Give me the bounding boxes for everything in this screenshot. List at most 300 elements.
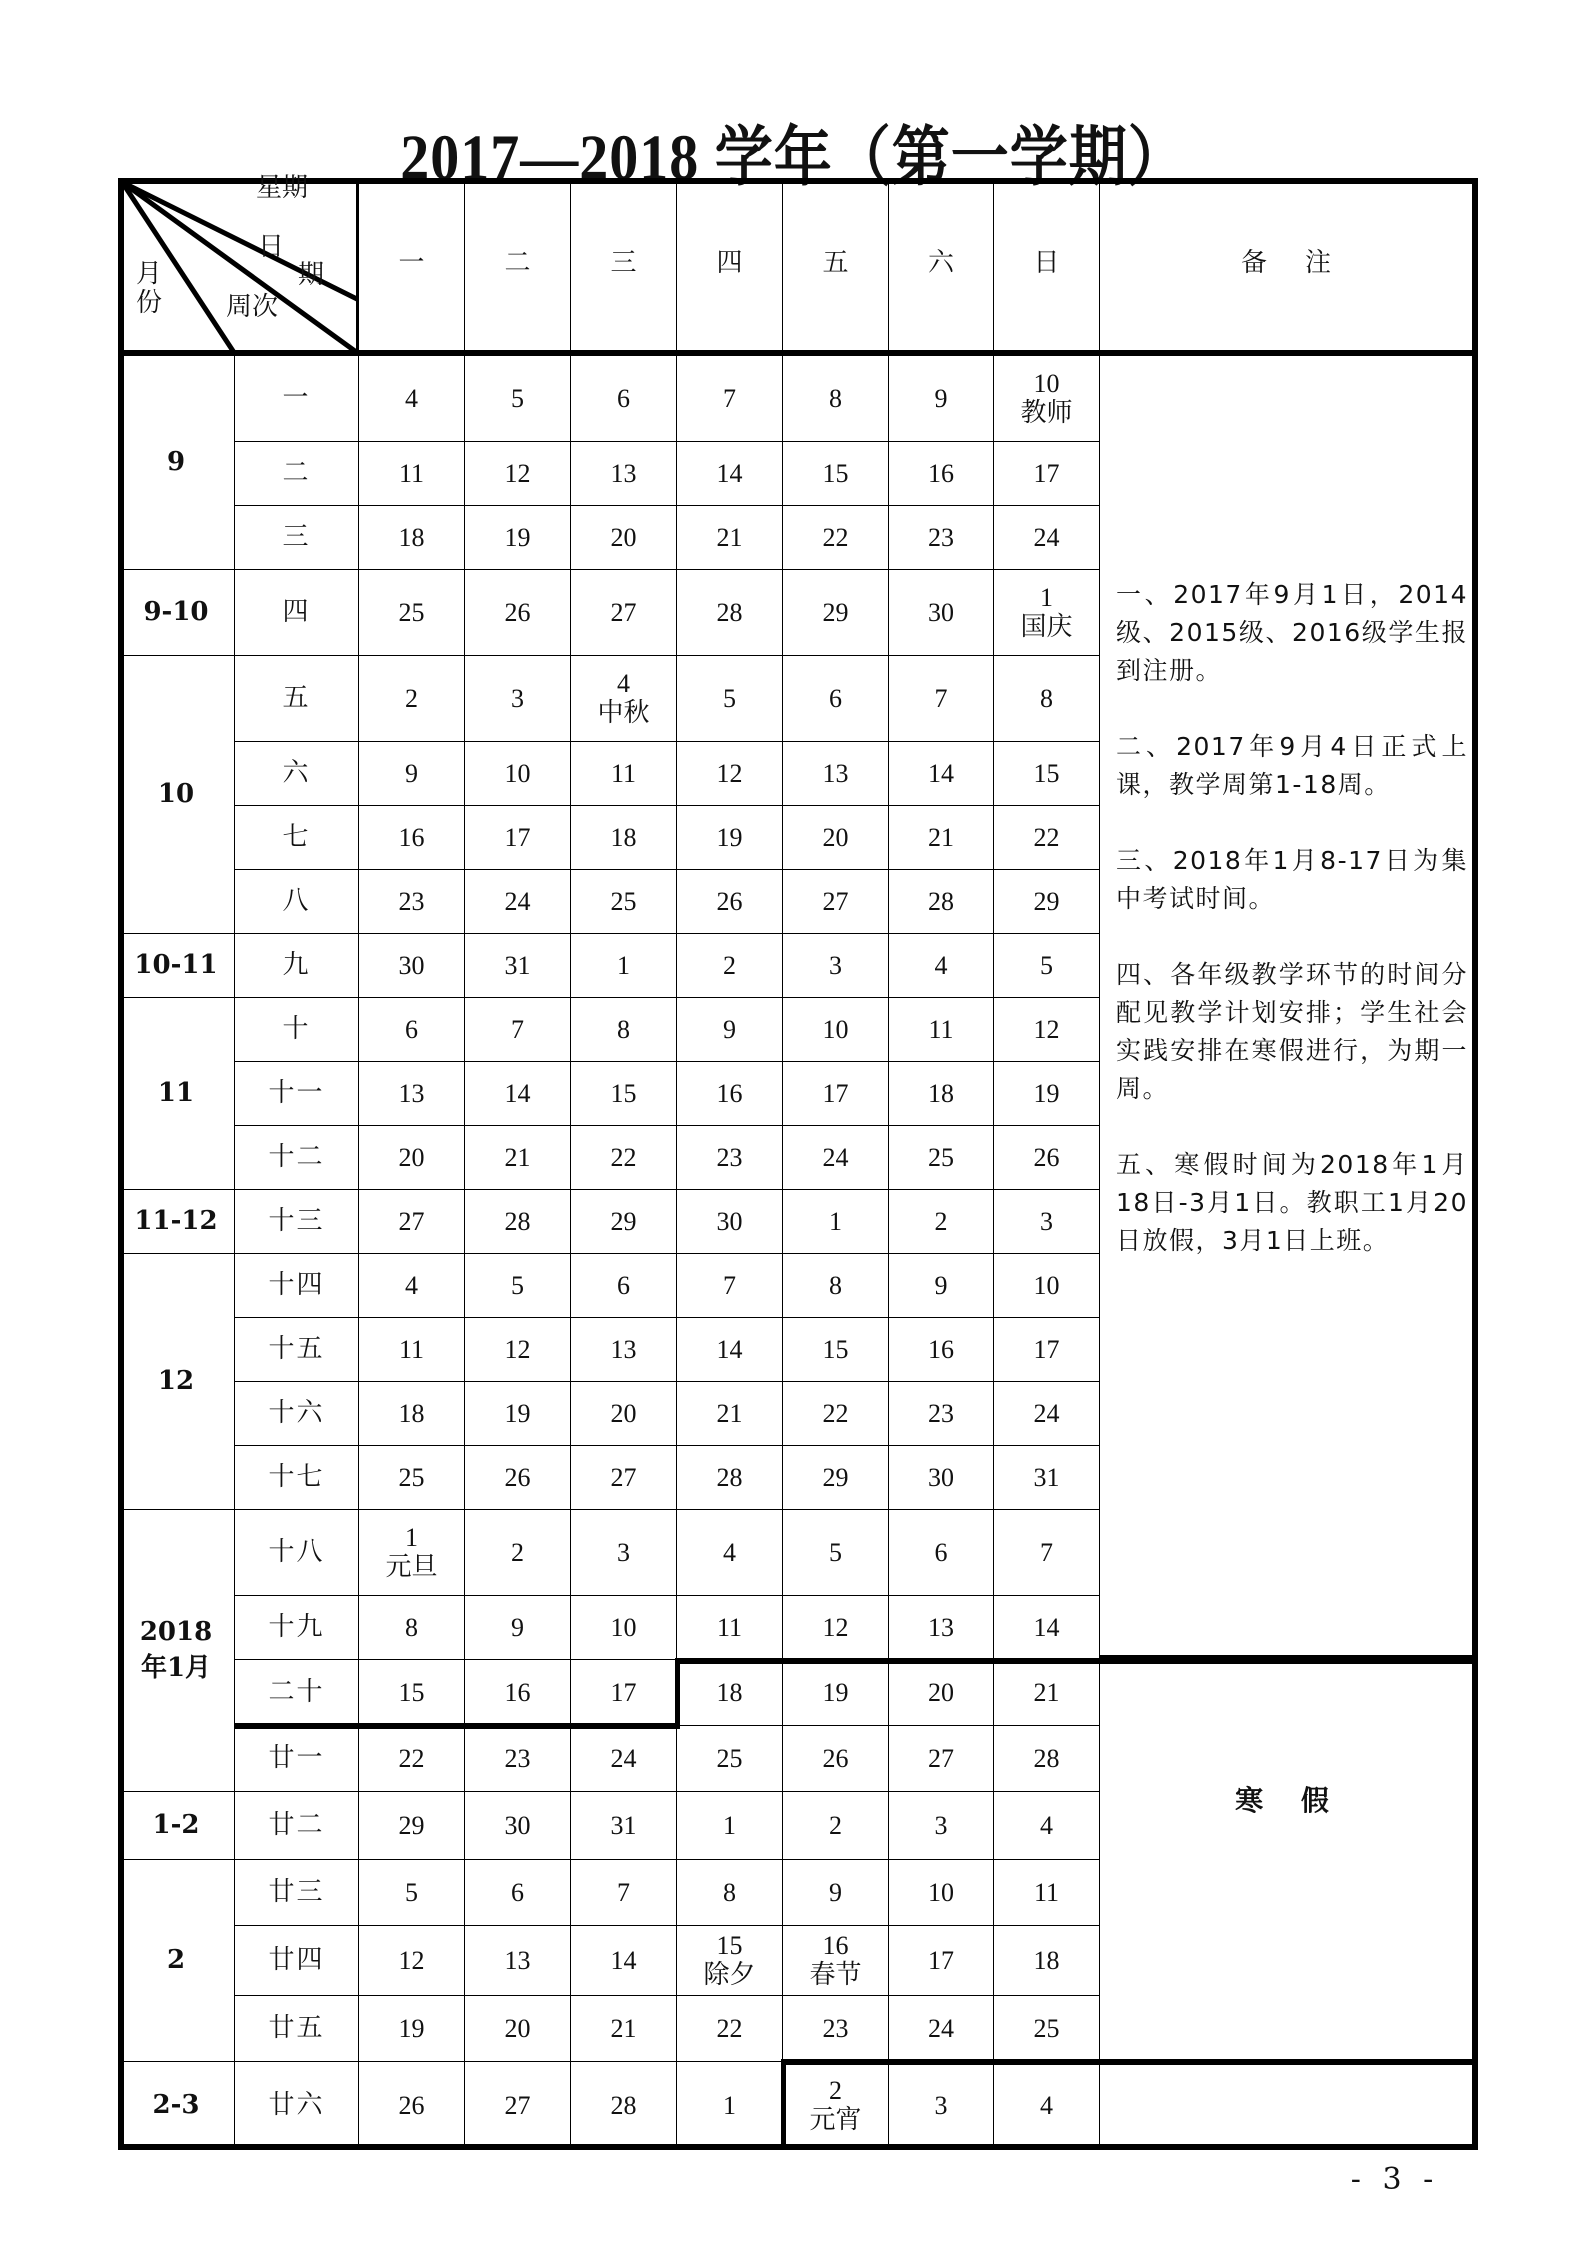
date-cell [783,998,889,1062]
date-number: 9 [934,1270,948,1300]
date-number: 27 [610,1462,637,1492]
date-cell [994,570,1100,656]
week-number-cell [235,1190,359,1254]
week-number-cell [235,1126,359,1190]
week-number-cell [235,934,359,998]
date-number: 7 [511,1014,524,1044]
date-cell [571,934,677,998]
date-number: 8 [829,1270,842,1300]
date-number: 6 [829,683,842,713]
date-cell [783,870,889,934]
week-number: 廿五 [268,2012,325,2043]
date-cell [889,356,994,442]
week-number: 六 [282,757,311,788]
date-cell [783,356,889,442]
date-number: 16 [504,1677,531,1707]
month-cell [118,356,235,570]
date-cell [465,1190,571,1254]
date-cell [571,1860,677,1926]
remark-item: 四、各年级教学环节的时间分配见教学计划安排；学生社会实践安排在寒假进行，为期一周。 [1116,960,1468,1103]
week-number: 十九 [268,1611,325,1642]
date-number: 12 [504,458,531,488]
week-number: 十一 [268,1077,325,1108]
date-cell [465,806,571,870]
date-number: 15 [716,1930,743,1960]
date-number: 5 [511,1270,524,1300]
week-number-cell [235,2062,359,2150]
date-number: 16 [928,1334,954,1364]
date-number: 20 [398,1142,425,1172]
date-number: 1 [1040,582,1053,612]
date-number: 6 [511,1877,524,1907]
weekday-label: 五 [822,248,849,279]
date-number: 6 [405,1014,418,1044]
date-cell [359,506,465,570]
month-cell [118,998,235,1190]
date-number: 3 [511,683,524,713]
date-number: 8 [723,1877,736,1907]
week-number-cell [235,442,359,506]
date-number: 22 [822,522,849,552]
date-number: 29 [398,1810,425,1840]
date-cell [571,2062,677,2150]
weekday-label: 日 [1033,248,1060,279]
date-number: 24 [610,1743,637,1773]
date-number: 17 [1033,1334,1060,1364]
week-number: 七 [282,821,311,852]
date-cell [889,1382,994,1446]
week-number-cell [235,1996,359,2062]
date-cell [889,1126,994,1190]
date-number: 25 [398,1462,425,1492]
date-number: 19 [716,822,743,852]
date-cell [359,1792,465,1860]
date-number: 15 [822,458,849,488]
date-number: 3 [934,1810,948,1840]
date-cell [465,870,571,934]
date-cell [359,1126,465,1190]
date-cell [994,1062,1100,1126]
date-number: 24 [822,1142,849,1172]
corner-label-period: 期 [298,260,325,290]
date-cell [465,1254,571,1318]
date-cell [359,1254,465,1318]
month-label: 2 [166,1944,186,1975]
date-cell [889,1446,994,1510]
date-cell [889,1062,994,1126]
date-cell [571,1926,677,1996]
date-cell [465,1510,571,1596]
date-number: 19 [504,522,531,552]
date-cell [889,2062,994,2150]
date-number: 27 [928,1743,954,1773]
date-cell [465,442,571,506]
date-number: 28 [610,2090,637,2120]
date-number: 11 [716,1612,743,1642]
date-cell [359,1926,465,1996]
date-number: 4 [1040,2090,1053,2120]
date-cell [571,656,677,742]
date-number: 11 [1033,1877,1060,1907]
date-number: 2 [511,1537,524,1567]
date-cell [783,742,889,806]
date-number: 15 [1033,758,1060,788]
winter-break-label: 寒 假 [1235,1784,1343,1817]
date-number: 27 [504,2090,531,2120]
date-cell [465,1860,571,1926]
date-cell [677,1596,783,1660]
date-number: 14 [1033,1612,1060,1642]
date-number: 27 [398,1206,425,1236]
date-number: 7 [723,1270,736,1300]
month-cell [118,1510,235,1792]
date-number: 8 [1040,683,1053,713]
date-number: 23 [504,1743,531,1773]
weekday-header [571,178,677,356]
date-number: 1 [723,1810,736,1840]
date-cell [783,1860,889,1926]
date-number: 12 [504,1334,531,1364]
week-number: 十二 [268,1141,325,1172]
remark-item: 一、2017年9月1日，2014级、2015级、2016级学生报到注册。 [1116,580,1468,685]
week-number: 十七 [268,1461,325,1492]
date-cell [571,1382,677,1446]
date-cell [994,1382,1100,1446]
date-cell [677,1860,783,1926]
date-cell [465,506,571,570]
date-cell [465,1446,571,1510]
date-number: 22 [822,1398,849,1428]
date-number: 27 [822,886,849,916]
date-number: 20 [822,822,849,852]
date-cell [465,1792,571,1860]
date-number: 3 [934,2090,948,2120]
date-number: 26 [504,597,531,627]
date-cell [783,2062,889,2150]
week-number-cell [235,356,359,442]
date-cell [571,1726,677,1792]
date-number: 13 [928,1612,954,1642]
week-number-cell [235,1382,359,1446]
date-number: 18 [928,1078,954,1108]
week-number: 廿三 [268,1876,325,1907]
date-number: 5 [829,1537,842,1567]
date-cell [889,1190,994,1254]
date-number: 1 [405,1522,418,1552]
date-number: 5 [511,383,524,413]
date-cell [359,998,465,1062]
date-cell [677,1792,783,1860]
date-cell [677,1382,783,1446]
date-cell [677,998,783,1062]
date-cell [783,934,889,998]
date-number: 26 [1033,1142,1060,1172]
date-cell [571,1510,677,1596]
date-number: 17 [822,1078,849,1108]
date-cell [465,570,571,656]
date-number: 12 [716,758,743,788]
holiday-label: 春节 [809,1959,862,1990]
date-cell [783,1660,889,1726]
date-cell [677,1660,783,1726]
date-number: 20 [928,1677,954,1707]
date-cell [571,506,677,570]
date-number: 29 [610,1206,637,1236]
winter-break-boundary-top [677,1658,1478,1664]
week-number-cell [235,506,359,570]
week-number-cell [235,656,359,742]
date-cell [465,1996,571,2062]
date-cell [359,1660,465,1726]
date-number: 7 [1040,1537,1053,1567]
date-cell [677,1318,783,1382]
weekday-label: 四 [716,248,743,279]
date-cell [994,1318,1100,1382]
date-cell [889,1996,994,2062]
date-number: 18 [716,1677,743,1707]
date-number: 24 [928,2013,954,2043]
date-cell [783,1190,889,1254]
date-cell [571,1126,677,1190]
date-number: 4 [1040,1810,1053,1840]
date-cell [889,1792,994,1860]
date-cell [571,1254,677,1318]
date-cell [994,1660,1100,1726]
date-number: 8 [405,1612,418,1642]
date-number: 21 [504,1142,531,1172]
week-number-cell [235,1726,359,1792]
date-number: 10 [610,1612,637,1642]
date-cell [465,1126,571,1190]
date-number: 12 [822,1612,849,1642]
date-cell [359,1726,465,1792]
date-number: 13 [610,458,637,488]
date-cell [994,1792,1100,1860]
date-number: 10 [928,1877,954,1907]
date-number: 13 [822,758,849,788]
date-number: 1 [829,1206,842,1236]
date-number: 25 [928,1142,954,1172]
weekday-header [677,178,783,356]
date-cell [465,1062,571,1126]
date-cell [994,1596,1100,1660]
month-cell [118,1190,235,1254]
date-number: 16 [398,822,425,852]
week-number-cell [235,1660,359,1726]
date-number: 12 [398,1945,425,1975]
date-cell [359,1996,465,2062]
date-number: 22 [1033,822,1060,852]
month-cell [118,570,235,656]
weekday-header [465,178,571,356]
date-cell [994,1926,1100,1996]
weekday-header [783,178,889,356]
corner-label-weekday: 星期 [256,173,309,203]
date-number: 4 [617,668,630,698]
date-cell [889,1926,994,1996]
date-cell [994,442,1100,506]
term-end-boundary-vertical [781,2059,786,2150]
date-number: 7 [617,1877,630,1907]
date-cell [677,1726,783,1792]
month-cell [118,1860,235,2062]
month-cell [118,1254,235,1510]
date-cell [571,1792,677,1860]
date-number: 20 [504,2013,531,2043]
date-cell [571,356,677,442]
date-cell [994,1190,1100,1254]
date-number: 14 [928,758,954,788]
date-cell [783,1926,889,1996]
date-number: 3 [1040,1206,1053,1236]
date-cell [889,656,994,742]
date-number: 23 [822,2013,849,2043]
week-number-cell [235,570,359,656]
date-number: 28 [716,1462,743,1492]
date-number: 4 [934,950,948,980]
winter-break-boundary-vertical [675,1658,680,1726]
date-number: 11 [398,458,425,488]
date-number: 4 [405,383,418,413]
week-number: 四 [282,596,311,627]
date-cell [677,442,783,506]
date-number: 10 [822,1014,849,1044]
date-number: 21 [928,822,954,852]
date-number: 9 [405,758,418,788]
week-number-cell [235,870,359,934]
date-cell [677,1926,783,1996]
date-number: 6 [934,1537,948,1567]
week-number-cell [235,1446,359,1510]
date-number: 23 [928,1398,954,1428]
date-number: 24 [1033,522,1060,552]
date-number: 17 [928,1945,954,1975]
date-number: 29 [1033,886,1060,916]
month-label: 11 [157,1077,195,1108]
date-cell [889,1254,994,1318]
date-cell [359,656,465,742]
date-cell [571,570,677,656]
date-number: 30 [504,1810,531,1840]
date-number: 22 [610,1142,637,1172]
holiday-label: 中秋 [597,697,650,728]
date-cell [359,442,465,506]
date-number: 2 [723,950,736,980]
date-cell [571,998,677,1062]
date-cell [889,998,994,1062]
date-number: 12 [1033,1014,1060,1044]
date-number: 9 [511,1612,524,1642]
date-cell [889,934,994,998]
date-cell [994,1996,1100,2062]
date-cell [783,1318,889,1382]
week-number: 十四 [268,1269,325,1300]
date-cell [889,806,994,870]
date-cell [994,1446,1100,1510]
date-cell [783,1596,889,1660]
date-number: 16 [928,458,954,488]
date-cell [359,570,465,656]
date-cell [994,1254,1100,1318]
date-cell [783,656,889,742]
month-label: 12 [157,1365,195,1396]
date-number: 25 [1033,2013,1060,2043]
date-number: 5 [723,683,736,713]
week-number: 一 [282,382,311,413]
date-cell [889,1318,994,1382]
corner-label-month: 月份 [136,259,163,318]
month-label: 9 [166,446,186,477]
date-cell [677,1254,783,1318]
week-number: 廿六 [268,2089,325,2120]
date-cell [783,1126,889,1190]
remark-item: 二、2017年9月4日正式上课，教学周第1-18周。 [1116,732,1468,799]
month-cell [118,934,235,998]
date-cell [359,742,465,806]
date-number: 21 [610,2013,637,2043]
date-number: 30 [716,1206,743,1236]
date-number: 14 [716,1334,743,1364]
date-number: 27 [610,597,637,627]
week-number-cell [235,1926,359,1996]
date-cell [359,1860,465,1926]
date-number: 19 [822,1677,849,1707]
date-cell [783,1062,889,1126]
date-cell [571,870,677,934]
date-cell [783,1726,889,1792]
week-number: 十五 [268,1333,325,1364]
week-number: 廿二 [268,1809,325,1840]
date-cell [571,1446,677,1510]
date-number: 22 [716,2013,743,2043]
date-cell [571,742,677,806]
remark-item: 五、寒假时间为2018年1月18日-3月1日。教职工1月20日放假，3月1日上班。 [1116,1150,1468,1255]
date-number: 13 [398,1078,425,1108]
date-cell [359,934,465,998]
date-number: 10 [1033,368,1060,398]
date-cell [359,806,465,870]
date-cell [889,570,994,656]
date-cell [359,1190,465,1254]
date-cell [677,506,783,570]
date-number: 13 [610,1334,637,1364]
date-number: 19 [398,2013,425,2043]
date-number: 17 [504,822,531,852]
date-number: 18 [398,522,425,552]
weekday-header [359,178,465,356]
date-number: 2 [829,2075,842,2105]
date-number: 6 [617,1270,630,1300]
date-number: 8 [617,1014,630,1044]
date-number: 28 [1033,1743,1060,1773]
date-number: 31 [610,1810,637,1840]
date-cell [783,1792,889,1860]
week-number-cell [235,1792,359,1860]
month-cell [118,656,235,934]
date-cell [465,656,571,742]
date-number: 2 [934,1206,948,1236]
week-number: 三 [282,521,311,552]
date-number: 16 [716,1078,743,1108]
date-cell [677,570,783,656]
date-cell [994,1726,1100,1792]
date-number: 29 [822,1462,849,1492]
date-number: 15 [398,1677,425,1707]
date-cell [677,1446,783,1510]
date-cell [465,2062,571,2150]
holiday-label: 除夕 [703,1959,756,1990]
date-number: 25 [398,597,425,627]
